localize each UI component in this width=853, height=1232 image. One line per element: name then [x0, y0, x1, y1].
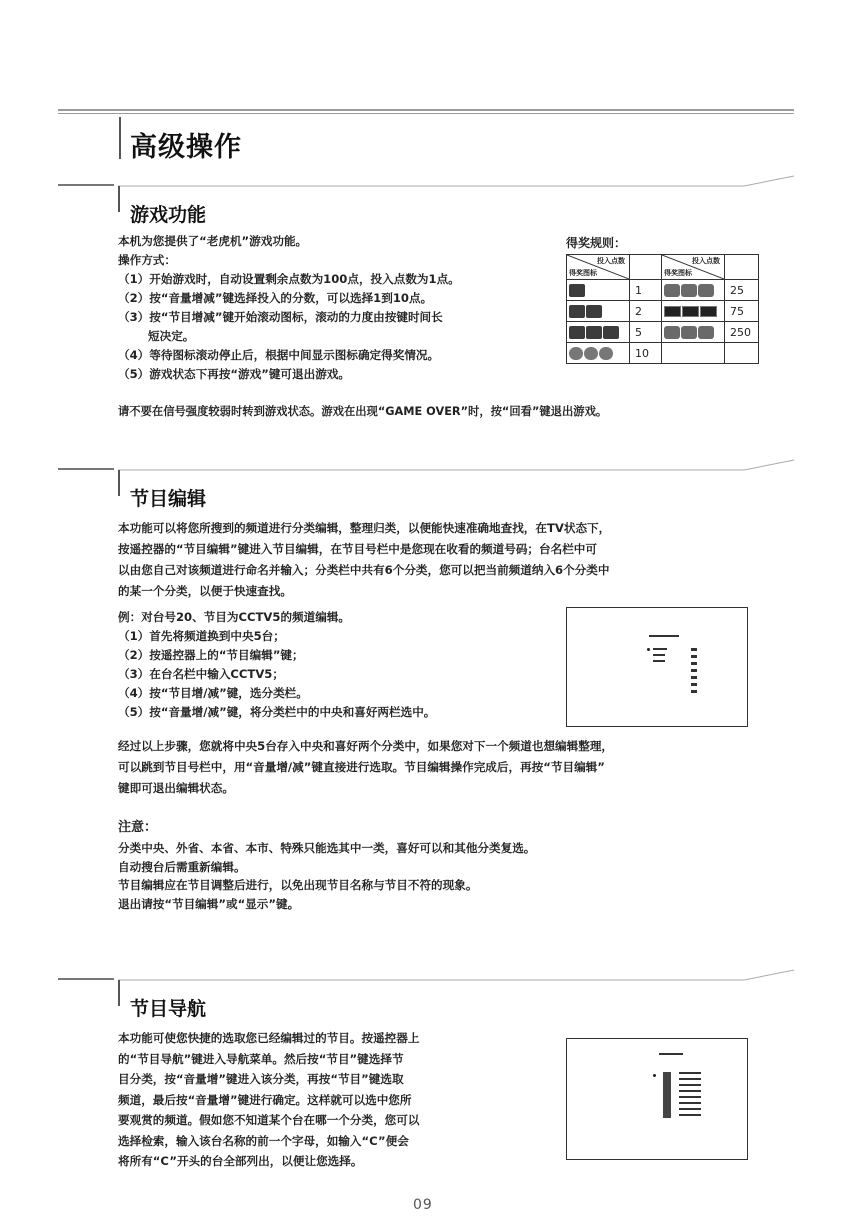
- edit-intro: 本功能可以将您所搜到的频道进行分类编辑，整理归类，以便能快速准确地查找，在TV状态下， 按遥控器的“节目编辑”键进入节目编辑，在节目号栏中是您现在收看的频道号码；台名栏中可 以由您自己对该频道进行命名并输入；分类栏中共有6个分类，您可以把当前频道纳入6个分类中 的某一个分类，以便于快速查找。: [118, 521, 611, 598]
- nav-text: 本功能可使您快捷的选取您已经编辑过的节目。按遥控器上 的“节目导航”键进入导航菜单。然后按“节目”键选择节 目分类，按“音量增”键进入该分类，再按“节目”键选取 频道，最后按“音量增”键进行确定。这样就可以选中您所 要观赏的频道。假如您不知道某个台在哪一个分类，您可以 选择检索，输入该台名称的前一个字母，如输入“C”便会 将所有“C”开头的台全部列出，以便让您选择。: [118, 1031, 420, 1168]
- prize-multiplier: 10: [630, 343, 662, 364]
- prize-rules-title: 得奖规则：: [566, 236, 627, 250]
- prize-header-right: 投入点数 得奖图标: [662, 255, 725, 280]
- section-heading-nav: 节目导航: [130, 998, 207, 1020]
- game-step: （1）开始游戏时，自动设置剩余点数为100点，投入点数为1点。: [118, 272, 460, 286]
- edit-notes: [118, 839, 535, 913]
- game-text: [118, 232, 460, 384]
- edit-step: （5）按“音量增/减”键，将分类栏中的中央和喜好两栏选中。: [118, 705, 436, 719]
- prize-multiplier: 250: [725, 322, 759, 343]
- edit-step: （3）在台名栏中输入CCTV5；: [118, 667, 284, 681]
- game-step-cont: 短决定。: [148, 329, 195, 343]
- game-step: （5）游戏状态下再按“游戏”键可退出游戏。: [118, 367, 350, 381]
- edit-note: 节目编辑应在节目调整后进行，以免出现节目名称与节目不符的现象。: [118, 878, 478, 892]
- top-rule: [58, 109, 794, 111]
- prize-icons-fruit-3: [662, 280, 725, 301]
- prize-table: [566, 254, 759, 364]
- edit-screen-illustration: [566, 607, 748, 727]
- edit-after: 经过以上步骤，您就将中央5台存入中央和喜好两个分类中，如果您对下一个频道也想编辑整理， 可以跳到节目号栏中，用“音量增/减”键直接进行选取。节目编辑操作完成后，再按“节目编辑” 键即可退出编辑状态。: [118, 739, 614, 795]
- prize-multiplier: 2: [630, 301, 662, 322]
- prize-multiplier: 75: [725, 301, 759, 322]
- game-intro: 本机为您提供了“老虎机”游戏功能。: [118, 234, 308, 248]
- prize-icons-cherry-3: [567, 322, 630, 343]
- prize-header-left: 投入点数 得奖图标: [567, 255, 630, 280]
- page-title: 高级操作: [130, 132, 242, 163]
- game-method: 操作方式：: [118, 253, 176, 267]
- nav-screen-illustration: [566, 1038, 748, 1160]
- game-warning: 请不要在信号强度较弱时转到游戏状态。游戏在出现“GAME OVER”时，按“回看”键退出游戏。: [118, 405, 608, 418]
- top-rule-thin: [58, 113, 794, 114]
- edit-note: 退出请按“节目编辑”或“显示”键。: [118, 896, 300, 911]
- prize-icons-cherry-2: [567, 301, 630, 322]
- prize-multiplier: 25: [725, 280, 759, 301]
- edit-note: 自动搜台后需重新编辑。: [118, 859, 246, 874]
- edit-note-title: 注意：: [118, 820, 158, 835]
- prize-icons-fruit-3b: [662, 322, 725, 343]
- edit-note: 分类中央、外省、本省、本市、特殊只能选其中一类，喜好可以和其他分类复选。: [118, 841, 536, 855]
- game-step: （2）按“音量增减”键选择投入的分数，可以选择1到10点。: [118, 291, 433, 305]
- prize-multiplier: 1: [630, 280, 662, 301]
- title-bar: [119, 117, 121, 159]
- game-step: （3）按“节目增减”键开始滚动图标，滚动的力度由按键时间长: [118, 310, 443, 324]
- edit-step: （2）按遥控器上的“节目编辑”键；: [118, 648, 304, 662]
- section-heading-edit: 节目编辑: [130, 488, 207, 510]
- edit-example: 例：对台号20、节目为CCTV5的频道编辑。: [118, 610, 351, 624]
- prize-icons-cherry-1: [567, 280, 630, 301]
- game-step: （4）等待图标滚动停止后，根据中间显示图标确定得奖情况。: [118, 348, 440, 362]
- section-heading-game: 游戏功能: [130, 204, 207, 226]
- prize-icons-bar-3: [662, 301, 725, 322]
- page-number: 09: [413, 1197, 433, 1213]
- prize-multiplier: 5: [630, 322, 662, 343]
- edit-step: （1）首先将频道换到中央5台；: [118, 629, 285, 643]
- edit-steps: [118, 608, 435, 722]
- edit-step: （4）按“节目增/减”键，选分类栏。: [118, 686, 308, 700]
- prize-icons-face-3: [567, 343, 630, 364]
